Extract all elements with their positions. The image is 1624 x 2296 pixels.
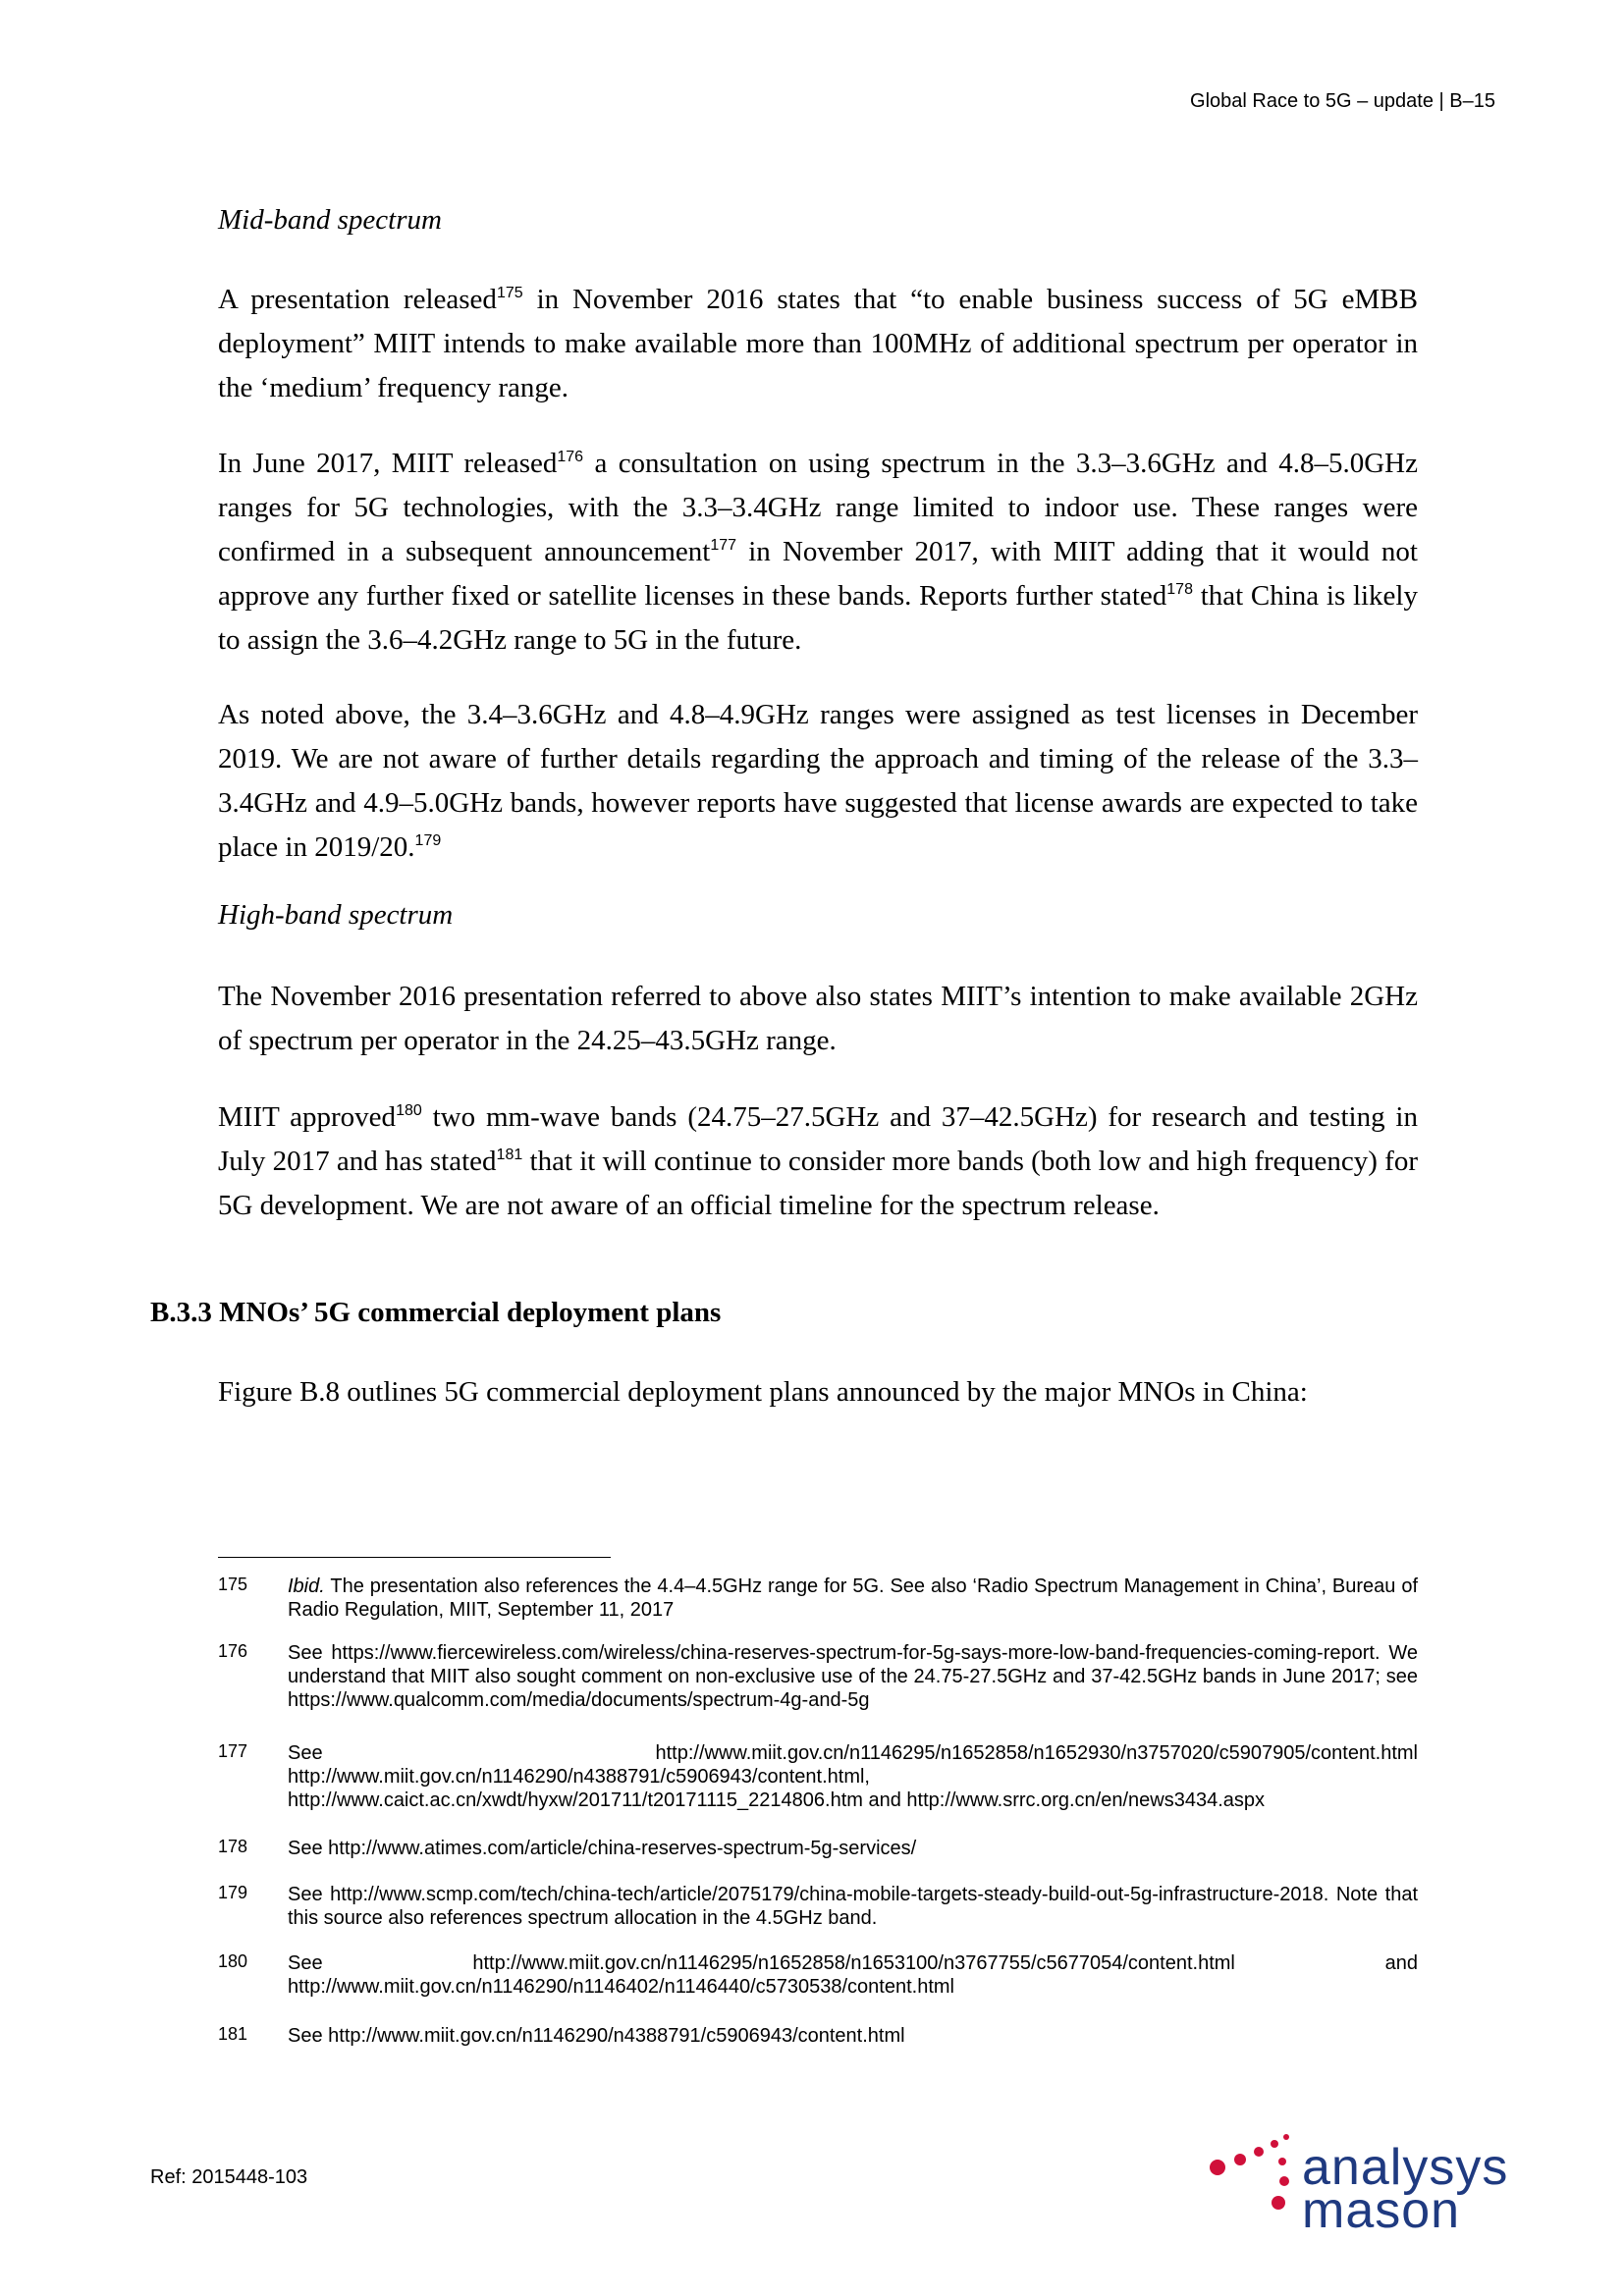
paragraph-high-1: The November 2016 presentation referred to above also states MIIT’s intention to make available 2GHz of spectrum per operator in the 24.25–43.5GHz range. [218, 981, 1418, 1056]
analysys-mason-logo [1206, 2130, 1510, 2248]
running-header: Global Race to 5G – update | B–15 [1190, 90, 1495, 112]
footnote-ref-179[interactable]: 179 [414, 832, 442, 849]
paragraph-mid-3: As noted above, the 3.4–3.6GHz and 4.8–4.9GHz ranges were assigned as test licenses in December 2019. We are not aware of further details regarding the approach and timing of the release of the 3.3–3.4GHz and 4.9–5.0GHz bands, however reports have suggested that license awards are expected to take place in 2019/20.$^{179}$ [218, 699, 1418, 863]
footnote-181: 181 See http://www.miit.gov.cn/n1146290/n4388791/c5906943/content.html [218, 2024, 905, 2047]
footnote-175: 175 Ibid. The presentation also references the 4.4–4.5GHz range for 5G. See also ‘Radio Spectrum Management in China’, Bureau of Radio Regulation, MIIT, September 11, 2017 [218, 1575, 1418, 1621]
paragraph-mid-1: A presentation released$^{175}$ in November 2016 states that “to enable business success of 5G eMBB deployment” MIIT intends to make available more than 100MHz of additional spectrum per operator in the ‘medium’ frequency range. [218, 284, 1418, 403]
footnote-number: 175 [218, 1575, 248, 1594]
footnote-ref-177[interactable]: 177 [710, 537, 737, 554]
footnote-ref-181[interactable]: 181 [496, 1147, 523, 1163]
footnote-number: 181 [218, 2024, 248, 2044]
footnote-number: 179 [218, 1883, 248, 1902]
footnote-ref-178[interactable]: 178 [1166, 581, 1193, 598]
footnote-178: 178 See http://www.atimes.com/article/china-reserves-spectrum-5g-services/ [218, 1837, 917, 1859]
footnote-number: 180 [218, 1951, 248, 1971]
paragraph-high-2: MIIT approved$^{180}$ two mm-wave bands (24.75–27.5GHz and 37–42.5GHz) for research and testing in July 2017 and has stated$^{181}$ that it will continue to consider more bands (both low and high frequency) for 5G development. We are not aware of an official timeline for the spectrum release. [218, 1101, 1418, 1221]
subheading-high-band: High-band spectrum [218, 899, 454, 931]
footnote-separator [218, 1557, 611, 1558]
footnote-ref-176[interactable]: 176 [557, 449, 584, 465]
logo-text-mason: mason [1302, 2182, 1461, 2239]
footnote-number: 176 [218, 1641, 248, 1661]
footnote-176: 176 See https://www.fiercewireless.com/wireless/china-reserves-spectrum-for-5g-says-more-low-band-frequencies-coming-report. We understand that MIIT also sought comment on non-exclusive use of the 24.75-27.5GHz and 37-42.5GHz bands in June 2017; see https://www.qualcomm.com/media/documents/spectrum-4g-and-5g [218, 1641, 1418, 1711]
subheading-mid-band: Mid-band spectrum [218, 204, 442, 236]
paragraph-section-intro: Figure B.8 outlines 5G commercial deployment plans announced by the major MNOs in China: [218, 1376, 1308, 1408]
footnote-number: 178 [218, 1837, 248, 1856]
footnote-180: 180 See http://www.miit.gov.cn/n1146295/n1652858/n1653100/n3767755/c5677054/content.html and http://www.miit.gov.cn/n1146290/n1146402/n1146440/c5730538/content.html [218, 1951, 1418, 1998]
footnote-177: 177 See http://www.miit.gov.cn/n1146295/n1652858/n1652930/n3757020/c5907905/content.html http://www.miit.gov.cn/n1146290/n4388791/c5906943/content.html, http://www.caict.ac.cn/xwdt/hyxw/201711/t20171115_2214806.htm and http://www.srrc.org.cn/en/news3434.aspx [218, 1741, 1418, 1811]
footnote-179: 179 See http://www.scmp.com/tech/china-tech/article/2075179/china-mobile-targets-steady-build-out-5g-infrastructure-2018. Note that this source also references spectrum allocation in the 4.5GHz band. [218, 1883, 1418, 1929]
logo-dots-icon [1206, 2130, 1304, 2248]
footnote-ref-180[interactable]: 180 [396, 1102, 422, 1119]
footnote-ref-175[interactable]: 175 [496, 285, 523, 301]
document-reference: Ref: 2015448-103 [150, 2166, 308, 2188]
section-heading: B.3.3 MNOs’ 5G commercial deployment plans [150, 1297, 722, 1328]
logo-text-analysys: analysys [1302, 2139, 1509, 2196]
footnote-number: 177 [218, 1741, 248, 1761]
paragraph-mid-2: In June 2017, MIIT released$^{176}$ a consultation on using spectrum in the 3.3–3.6GHz and 4.8–5.0GHz ranges for 5G technologies, with the 3.3–3.4GHz range limited to indoor use. These ranges were confirmed in a subsequent announcement$^{177}$ in November 2017, with MIIT adding that it would not approve any further fixed or satellite licenses in these bands. Reports further stated$^{178}$ that China is likely to assign the 3.6–4.2GHz range to 5G in the future. [218, 448, 1418, 656]
